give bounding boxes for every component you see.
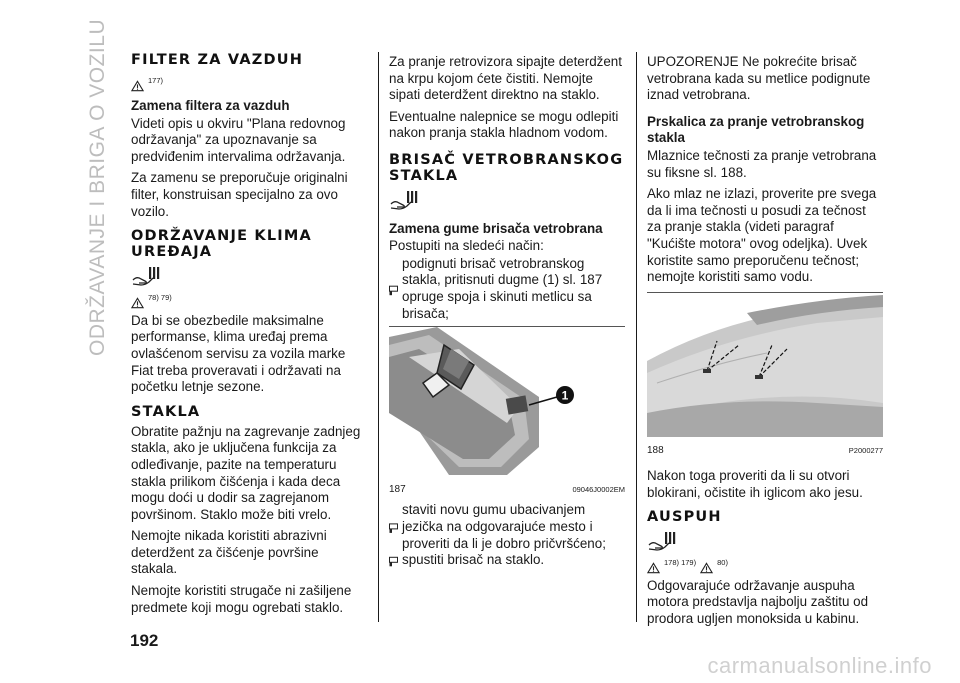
subheading-prskalica: Prskalica za pranje vetrobranskog stakla <box>647 113 865 146</box>
car-hood-illustration <box>647 293 883 437</box>
figure-caption <box>647 443 883 460</box>
heading-brisac: BRISAČ VETROBRANSKOG STAKLA <box>389 151 624 184</box>
column-2 <box>389 54 625 569</box>
wiper-illustration <box>389 327 625 475</box>
paragraph: Ako mlaz ne izlazi, proverite pre svega da li ima tečnosti u posudi za tečnost za pranje stakla (videti paragraf "Kućište motora" ovog odeljka). Uvek koristite samo preporučenu tečnost; nemojte koristiti samo vodu. <box>647 186 877 285</box>
figure-code: P2000277 <box>848 446 883 456</box>
subheading-zamena-filtera: Zamena filtera za vazduh <box>131 98 290 113</box>
column-3 <box>647 54 883 632</box>
figure-caption <box>389 482 625 499</box>
refs-filter <box>131 72 367 92</box>
bullet-icon <box>389 552 398 569</box>
heading-auspuh: AUSPUH <box>647 509 722 526</box>
list-item-text: spustiti brisač na staklo. <box>402 552 545 568</box>
paragraph: Nakon toga proveriti da li su otvori blokirani, očistite ih iglicom ako jesu. <box>647 467 863 500</box>
heading-klima: ODRŽAVANJE KLIMA UREĐAJA <box>131 228 312 261</box>
paragraph: Za zamenu se preporučuje originalni filter, konstruisan specijalno za ovo vozilo. <box>131 170 348 219</box>
hand-wrench-icon <box>131 264 161 288</box>
paragraph: Postupiti na sledeći način: <box>389 238 544 254</box>
list-item <box>389 552 625 569</box>
watermark: carmanualsonline.info <box>707 653 932 678</box>
warning-icon <box>700 562 713 574</box>
ref-numbers: 177) <box>148 76 164 86</box>
figure-number: 187 <box>389 483 406 495</box>
paragraph: Videti opis u okviru "Plana redovnog održavanja" za upoznavanje sa predviđenim intervalima održavanja. <box>131 115 346 164</box>
warning-icon <box>131 80 144 92</box>
refs-klima <box>131 295 367 309</box>
subheading-zamena-gume: Zamena gume brisača vetrobrana <box>389 220 603 236</box>
callout-number: 1 <box>561 388 569 403</box>
side-title-text: ODRŽAVANJE I BRIGA O VOZILU <box>86 18 109 356</box>
bullet-icon <box>389 502 398 552</box>
paragraph: Nemojte nikada koristiti abrazivni deterdžent za čišćenje površine stakala. <box>131 528 327 577</box>
paragraph: UPOZORENJE Ne pokrećite brisač vetrobrana kada su metlice podignute iznad vetrobrana. <box>647 54 871 103</box>
paragraph: Obratite pažnju na zagrevanje zadnjeg stakla, ako je uključena funkcija za odleđivanje, pazite na temperaturu stakla prilikom čišćenja i kada deca mogu doći u dodir sa zagrejanom površinom. Staklo može biti vrelo. <box>131 423 361 522</box>
refs-auspuh <box>647 560 883 574</box>
column-divider <box>378 52 379 622</box>
paragraph: Odgovarajuće održavanje auspuha motora predstavlja najbolju zaštitu od prodora ugljen monoksida u kabinu. <box>647 577 869 626</box>
figure-number: 188 <box>647 445 664 457</box>
figure-code: 09046J0002EM <box>572 484 625 494</box>
paragraph: Mlaznice tečnosti za pranje vetrobrana su fiksne sl. 188. <box>647 147 877 180</box>
ref-numbers: 178) 179) <box>664 558 697 568</box>
figure-188 <box>647 292 883 460</box>
paragraph: Nemojte koristiti strugače ni zašiljene predmete koji mogu ogrebati staklo. <box>131 583 352 615</box>
column-divider <box>636 52 637 622</box>
list-item-text: podignuti brisač vetrobranskog stakla, pritisnuti dugme (1) sl. 187 opruge spoja i skinuti metlicu sa brisača; <box>402 255 603 321</box>
ref-numbers: 80) <box>717 558 728 568</box>
column-1 <box>131 52 367 621</box>
figure-187 <box>389 326 625 498</box>
ref-numbers: 78) 79) <box>148 293 172 303</box>
list-item <box>389 256 625 322</box>
list-item <box>389 502 625 552</box>
hand-wrench-icon <box>389 188 419 212</box>
warning-icon <box>131 297 144 309</box>
heading-filter: FILTER ZA VAZDUH <box>131 52 304 68</box>
heading-stakla: STAKLA <box>131 403 201 420</box>
paragraph: Za pranje retrovizora sipajte deterdžent na krpu kojom ćete čistiti. Nemojte sipati deterdžent direktno na staklo. <box>389 54 622 103</box>
bullet-icon <box>389 256 398 322</box>
warning-icon <box>647 562 660 574</box>
page-number: 192 <box>130 631 159 650</box>
side-title <box>86 18 120 380</box>
list-item-text: staviti novu gumu ubacivanjem jezička na odgovarajuće mesto i proveriti da li je dobro pričvršćeno; <box>402 502 606 551</box>
hand-wrench-icon <box>647 529 677 553</box>
paragraph: Eventualne nalepnice se mogu odlepiti nakon pranja stakla hladnom vodom. <box>389 108 619 141</box>
paragraph: Da bi se obezbedile maksimalne performanse, klima uređaj prema ovlašćenom servisu za vozila marke Fiat treba proveravati i održavati na početku letnje sezone. <box>131 312 346 395</box>
